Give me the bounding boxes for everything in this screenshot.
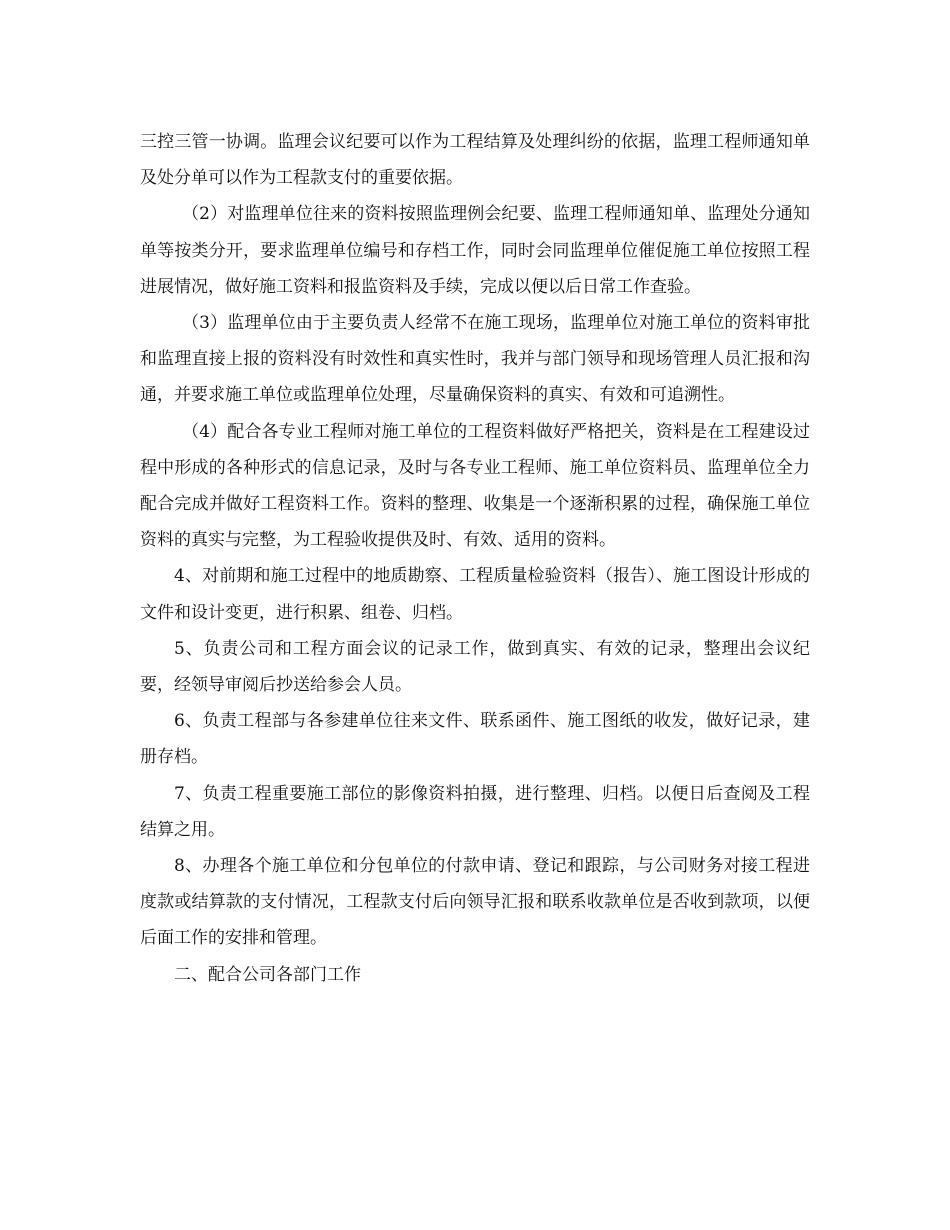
paragraph-continued: 三控三管一协调。监理会议纪要可以作为工程结算及处理纠纷的依据，监理工程师通知单及处分单可以作为工程款支付的重要依据。 [140,132,810,189]
paragraph-section-4: 4、对前期和施工过程中的地质勘察、工程质量检验资料（报告）、施工图设计形成的文件和设计变更，进行积累、组卷、归档。 [140,566,810,623]
document-body [140,124,810,993]
paragraph-item-4: （4）配合各专业工程师对施工单位的工程资料做好严格把关，资料是在工程建设过程中形成的各种形式的信息记录，及时与各专业工程师、施工单位资料员、监理单位全力配合完成并做好工程资料工作。资料的整理、收集是一个逐渐积累的过程，确保施工单位资料的真实与完整，为工程验收提供及时、有效、适用的资料。 [140,421,810,551]
paragraph-item-2: （2）对监理单位往来的资料按照监理例会纪要、监理工程师通知单、监理处分通知单等按类分开，要求监理单位编号和存档工作，同时会同监理单位催促施工单位按照工程进展情况，做好施工资料和报监资料及手续，完成以便以后日常工作查验。 [140,204,810,297]
paragraph-section-7: 7、负责工程重要施工部位的影像资料拍摄，进行整理、归档。以便日后查阅及工程结算之用。 [140,783,810,840]
paragraph-item-3: （3）监理单位由于主要负责人经常不在施工现场，监理单位对施工单位的资料审批和监理直接上报的资料没有时效性和真实性时，我并与部门领导和现场管理人员汇报和沟通，并要求施工单位或监理单位处理，尽量确保资料的真实、有效和可追溯性。 [140,313,810,406]
section-heading-2: 二、配合公司各部门工作 [174,964,361,985]
paragraph-section-6: 6、负责工程部与各参建单位往来文件、联系函件、施工图纸的收发，做好记录，建册存档。 [140,711,810,768]
paragraph-section-5: 5、负责公司和工程方面会议的记录工作，做到真实、有效的记录，整理出会议纪要，经领导审阅后抄送给参会人员。 [140,638,810,696]
paragraph-section-8: 8、办理各个施工单位和分包单位的付款申请、登记和跟踪，与公司财务对接工程进度款或结算款的支付情况，工程款支付后向领导汇报和联系收款单位是否收到款项，以便后面工作的安排和管理。 [140,856,810,949]
